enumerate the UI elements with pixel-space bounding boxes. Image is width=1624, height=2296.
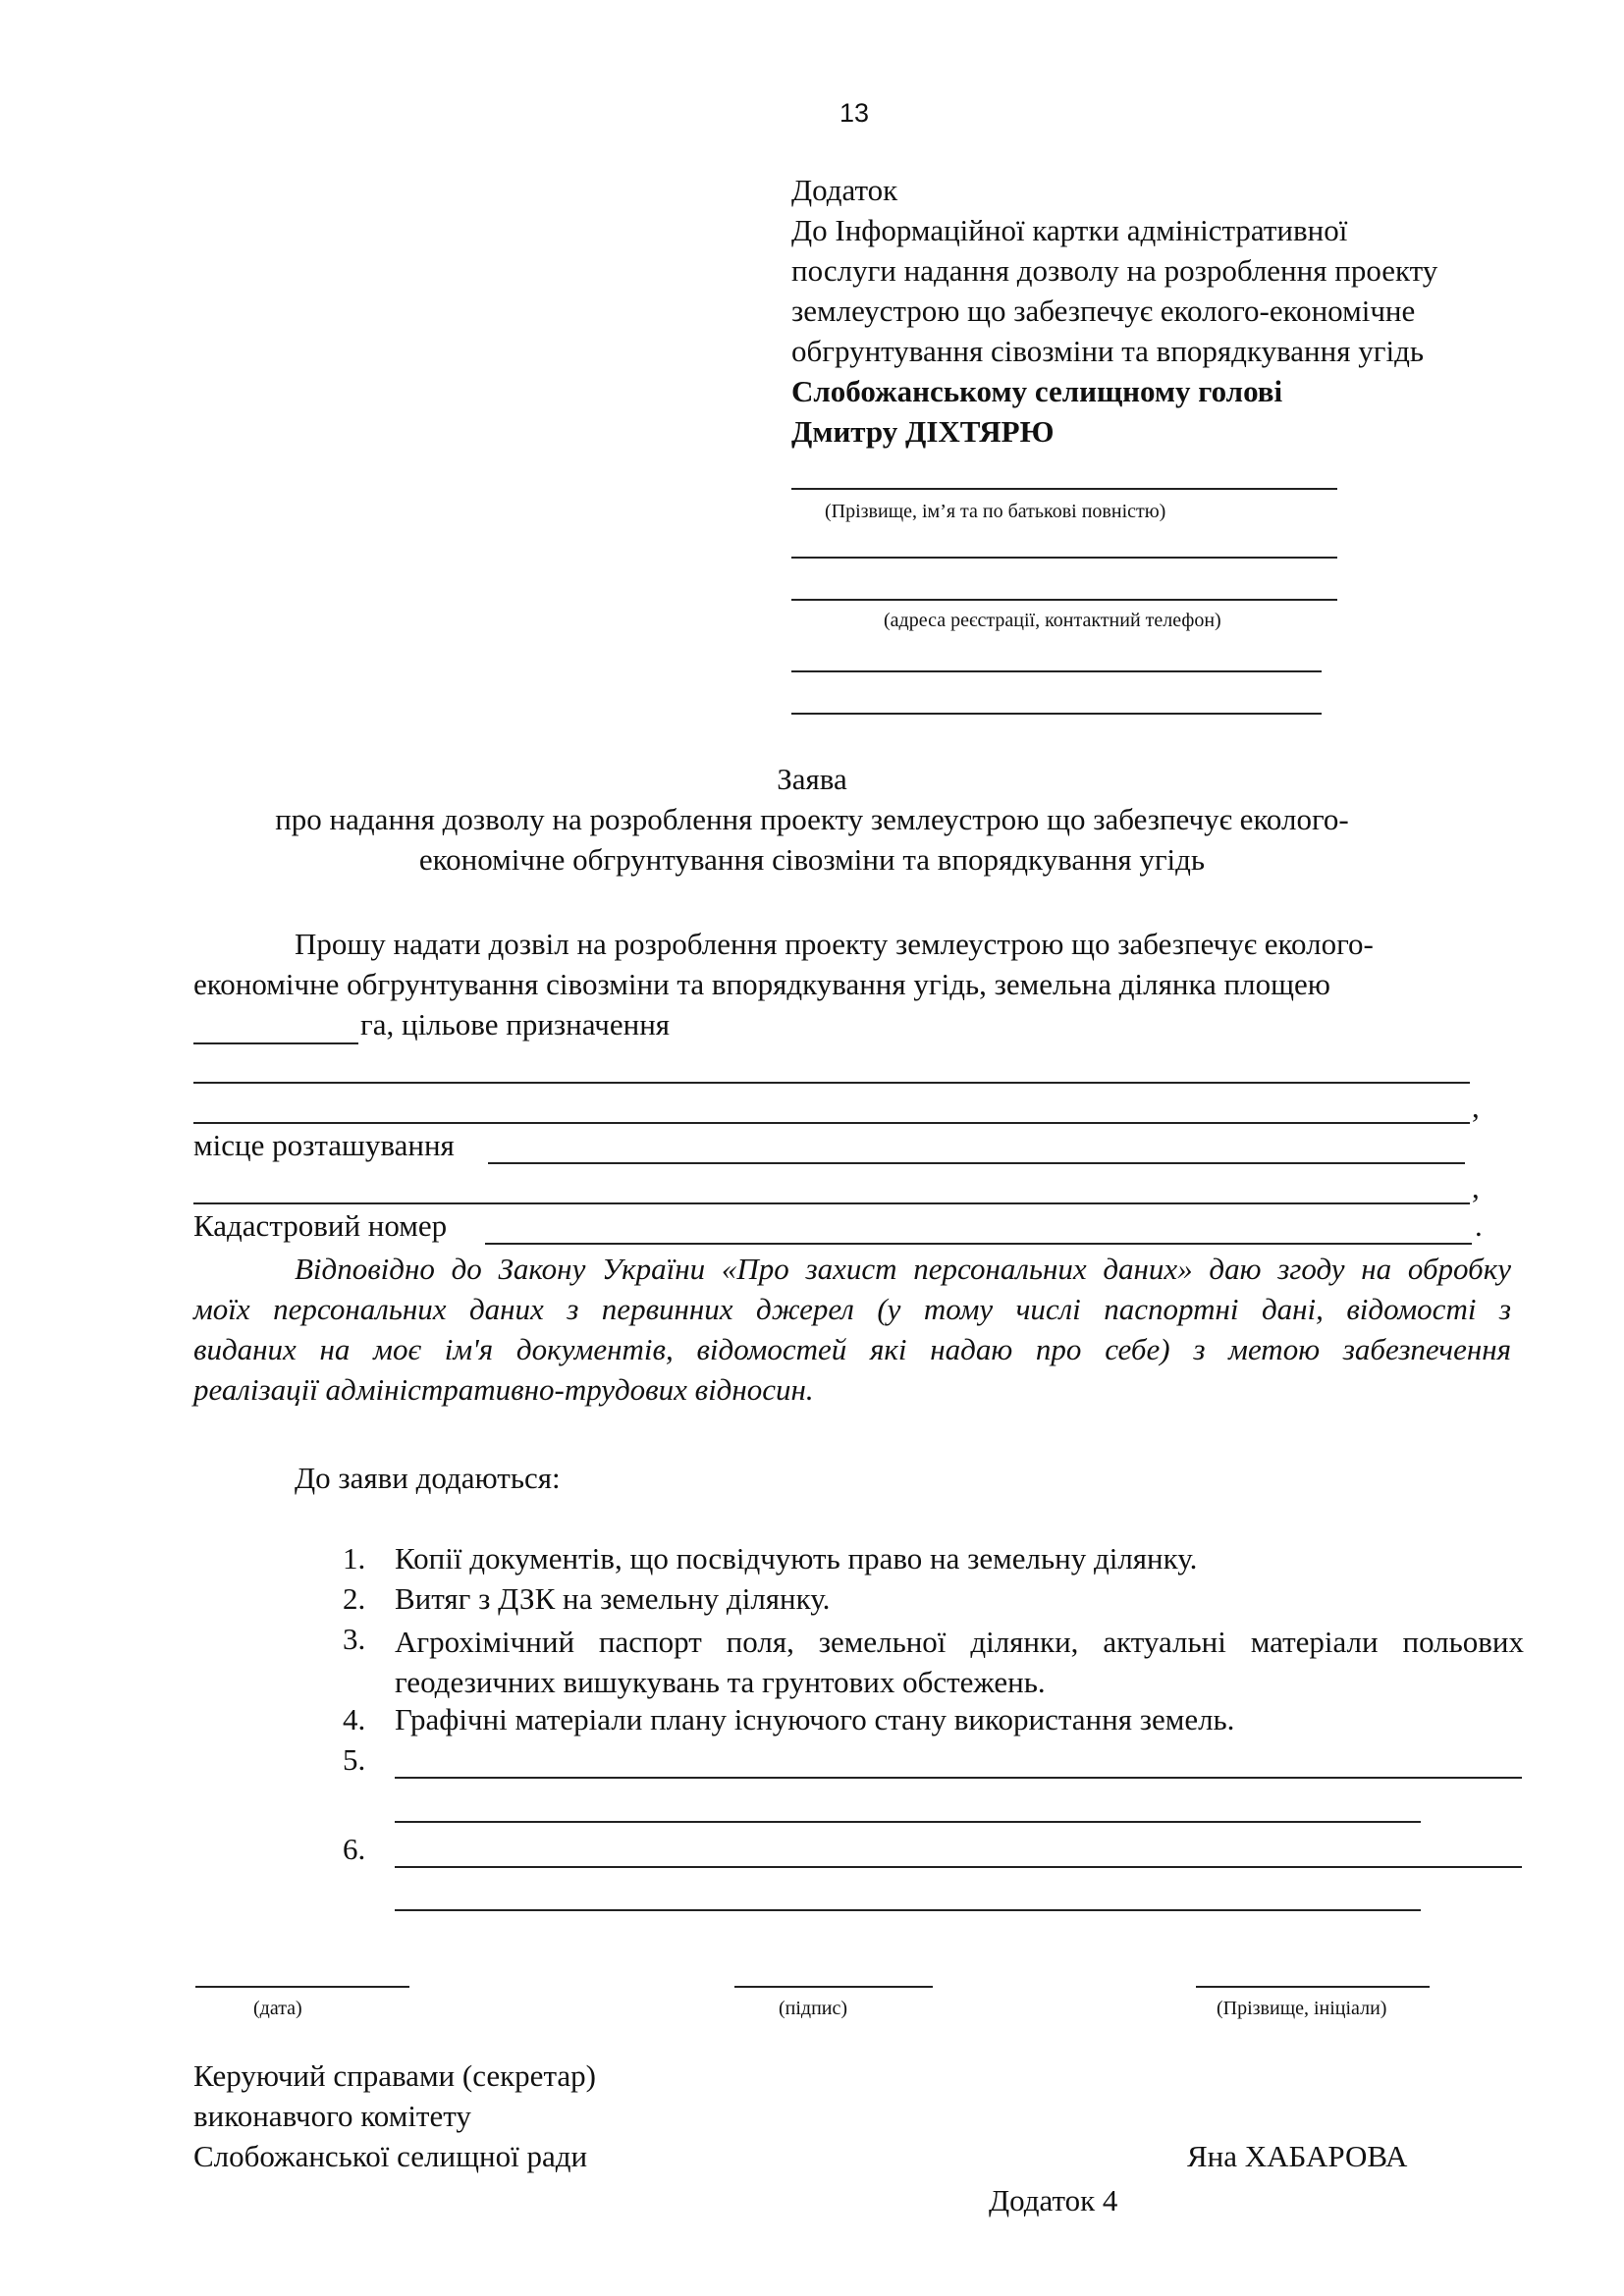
signature-hint: (підпис): [779, 1998, 848, 2019]
list-item: [395, 1622, 1524, 1702]
date-hint: (дата): [253, 1998, 302, 2019]
request-line: Прошу надати дозвіл на розроблення проекту землеустрою що забезпечує еколого-: [295, 927, 1374, 961]
consent-line: реалізації адміністративно-трудових відносин.: [193, 1372, 814, 1407]
consent-line: Відповідно до Закону України «Про захист персональних даних» даю згоду на обробку: [295, 1252, 1511, 1286]
cadastral-label: Кадастровий номер: [193, 1208, 448, 1243]
list-number: 1.: [343, 1541, 366, 1575]
list-number: 2.: [343, 1581, 366, 1616]
signature-field[interactable]: [734, 1986, 933, 1988]
list-number: 3.: [343, 1622, 366, 1656]
next-annex-title: Додаток 4: [989, 2183, 1118, 2217]
list-item: Копії документів, що посвідчують право на земельну ділянку.: [395, 1541, 1198, 1575]
footer-position: виконавчого комітету: [193, 2099, 471, 2133]
list-number: 5.: [343, 1742, 366, 1777]
header-line: обгрунтування сівозміни та впорядкування угідь: [791, 334, 1424, 368]
applicant-name-field[interactable]: [791, 488, 1337, 490]
addressee-title: Слобожанському селищному голові: [791, 374, 1283, 408]
footer-signer: Яна ХАБАРОВА: [1187, 2139, 1408, 2173]
statement-subtitle: про надання дозволу на розроблення проекту землеустрою що забезпечує еколого-: [275, 802, 1349, 836]
list-item-line: геодезичних вишукувань та грунтових обстежень.: [395, 1665, 1046, 1699]
extra-attachment-field[interactable]: [395, 1777, 1522, 1779]
area-field[interactable]: [193, 1042, 358, 1044]
list-item-line: Агрохімічний паспорт поля, земельної ділянки, актуальні матеріали польових: [395, 1625, 1524, 1659]
request-line: економічне обгрунтування сівозміни та впорядкування угідь, земельна ділянка площею: [193, 967, 1330, 1001]
extra-attachment-field[interactable]: [395, 1866, 1522, 1868]
surname-field[interactable]: [1196, 1986, 1430, 1988]
applicant-address-hint: (адреса реєстрації, контактний телефон): [884, 610, 1221, 631]
applicant-address-field[interactable]: [791, 599, 1337, 601]
comma: ,: [1472, 1170, 1480, 1204]
consent-line: виданих на моє ім'я документів, відомостей які надаю про себе) з метою забезпечення: [193, 1332, 1511, 1366]
list-number: 6.: [343, 1832, 366, 1866]
header-line: послуги надання дозволу на розроблення проекту: [791, 253, 1438, 288]
consent-paragraph: [193, 1249, 1511, 1410]
header-line: землеустрою що забезпечує еколого-економічне: [791, 294, 1416, 328]
purpose-field[interactable]: [193, 1082, 1470, 1084]
extra-attachment-field[interactable]: [395, 1821, 1421, 1823]
cadastral-number-field[interactable]: [485, 1243, 1472, 1245]
page-number: 13: [839, 98, 870, 128]
list-number: 4.: [343, 1702, 366, 1736]
location-field[interactable]: [488, 1162, 1465, 1164]
applicant-name-hint: (Прізвище, ім’я та по батькові повністю): [825, 501, 1166, 522]
footer-position: Керуючий справами (секретар): [193, 2058, 596, 2093]
list-item: Графічні матеріали плану існуючого стану використання земель.: [395, 1702, 1235, 1736]
applicant-phone-field[interactable]: [791, 670, 1322, 672]
applicant-address-field[interactable]: [791, 557, 1337, 559]
header-line: До Інформаційної картки адміністративної: [791, 213, 1348, 247]
applicant-phone-field[interactable]: [791, 713, 1322, 715]
statement-title: Заява: [777, 762, 847, 796]
location-label: місце розташування: [193, 1128, 455, 1162]
annex-title: Додаток: [791, 173, 898, 207]
footer-position: Слобожанської селищної ради: [193, 2139, 588, 2173]
attachments-heading: До заяви додаються:: [295, 1461, 561, 1495]
period: .: [1475, 1208, 1483, 1243]
surname-hint: (Прізвище, ініціали): [1217, 1998, 1387, 2019]
statement-subtitle: економічне обгрунтування сівозміни та впорядкування угідь: [418, 842, 1206, 877]
addressee-name: Дмитру ДІХТЯРЮ: [791, 414, 1055, 449]
comma: ,: [1472, 1090, 1480, 1124]
extra-attachment-field[interactable]: [395, 1909, 1421, 1911]
list-item: Витяг з ДЗК на земельну ділянку.: [395, 1581, 831, 1616]
consent-line: моїх персональних даних з первинних джерел (у тому числі паспортні дані, відомості з: [193, 1292, 1511, 1326]
area-suffix: га, цільове призначення: [360, 1007, 671, 1041]
date-field[interactable]: [195, 1986, 409, 1988]
purpose-field[interactable]: [193, 1122, 1470, 1124]
location-field[interactable]: [193, 1202, 1470, 1204]
